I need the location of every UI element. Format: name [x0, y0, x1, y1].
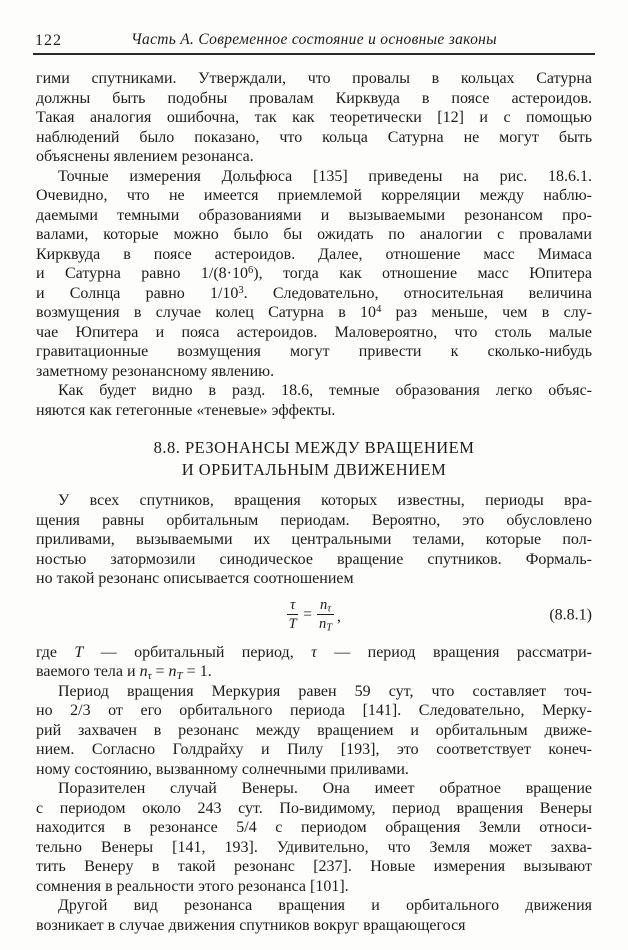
- paragraph-2: [36, 167, 592, 382]
- text-line: рий захвачен в резонанс между вращением и орбитальным движе-: [36, 721, 592, 739]
- text-line: тить Венеру в такой резонанс [237]. Новые измерения вызывают: [36, 858, 592, 875]
- text-line: возникает в случае движения спутников вокруг вращающегося: [36, 916, 466, 934]
- paragraph-1: [36, 69, 592, 167]
- superscript: 6: [247, 265, 254, 276]
- section-heading: [36, 437, 592, 481]
- page-body: [36, 69, 592, 935]
- text-line: валами, которые можно было бы ожидать по аналогии с провалами: [36, 226, 592, 243]
- text-line: сомнения в реальности этого резонанса [101].: [36, 877, 349, 895]
- text-line: но 2/3 от его орбитального периода [141]. Следовательно, Мерку-: [36, 702, 592, 719]
- text-line: Другой вид резонанса вращения и орбитального движения: [58, 897, 592, 914]
- text-line: чае Юпитера и пояса астероидов. Маловероятно, что столь малые: [36, 323, 592, 341]
- text-line: няются как гетегонные «теневые» эффекты.: [36, 401, 336, 419]
- text-line: с периодом около 243 сут. По-видимому, период вращения Венеры: [36, 799, 592, 817]
- text-line: ваемого тела и $n_\tau = n_T = 1$.: [36, 663, 212, 682]
- section-heading-line-1: 8.8. РЕЗОНАНСЫ МЕЖДУ ВРАЩЕНИЕМ: [153, 438, 475, 457]
- paragraph-7: [36, 779, 592, 896]
- fraction-denominator: [319, 615, 332, 632]
- styled-text: T: [74, 643, 84, 661]
- styled-text: n: [139, 663, 148, 680]
- text-line: тельно Венеры [141, 193]. Удивительно, что Земля может захва-: [36, 838, 592, 856]
- text-line: гравитационные возмущения могут привести к сколько-нибудь: [36, 343, 592, 360]
- paragraph-6: [36, 682, 592, 780]
- paragraph-5: [36, 643, 592, 682]
- equation-8-8-1: [36, 594, 592, 636]
- text-line: Очевидно, что не имеется приемлемой корреляции между наблю-: [36, 187, 592, 204]
- equals-sign: =: [303, 605, 313, 623]
- text-line: Точные измерения Дольфюса [135] приведены на рис. 18.6.1.: [58, 167, 592, 185]
- page-number: 122: [35, 32, 62, 49]
- text-line: и Солнца равно $1/10^3$. Следовательно, относительная величина: [36, 284, 593, 302]
- equation-comma: ,: [337, 607, 341, 625]
- text-line: Как будет видно в разд. 18.6, темные образования легко объяс-: [58, 382, 592, 399]
- text-line: ностью затормозили синодическое вращение спутников. Формаль-: [36, 550, 592, 568]
- paragraph-4: [36, 491, 592, 589]
- text-line: приливами, вызываемыми их центральными телами, которые пол-: [36, 531, 592, 548]
- fraction-denominator: T: [288, 616, 297, 632]
- superscript: 3: [238, 284, 244, 296]
- equation-number: (8.8.1): [549, 605, 592, 623]
- text-line: наблюдений было показано, что кольца Сатурна не могут быть: [36, 128, 592, 146]
- subscript: τ: [327, 603, 332, 615]
- text-line: щения равны орбитальным периодам. Вероятно, это обусловлено: [36, 511, 592, 529]
- section-heading-line-2: И ОРБИТАЛЬНЫМ ДВИЖЕНИЕМ: [181, 460, 447, 479]
- subscript: T: [176, 670, 183, 682]
- text-line: Период вращения Меркурия равен 59 сут, что составляет точ-: [58, 682, 592, 700]
- text-line: даемыми темными образованиями и вызываемыми резонансом про-: [36, 206, 592, 224]
- page-header: [36, 31, 592, 50]
- paragraph-8: [36, 896, 592, 935]
- text-line: У всех спутников, вращения которых известны, периоды вра-: [58, 492, 592, 509]
- text-line: Поразителен случай Венеры. Она имеет обратное вращение: [58, 780, 592, 797]
- text-line: заметному резонансному явлению.: [36, 362, 275, 380]
- text-line: где T — орбитальный период, τ — период вращения рассматри-: [36, 643, 592, 661]
- variable: n: [320, 596, 328, 613]
- text-line: ному состоянию, вызванному солнечными приливами.: [36, 760, 409, 778]
- text-line: нием. Согласно Голдрайху и Пилу [193], это соответствует конеч-: [36, 741, 592, 758]
- styled-text: τ: [311, 643, 317, 661]
- text-line: но такой резонанс описывается соотношением: [36, 570, 354, 587]
- text-line: возмущения в случае колец Сатурна в $10^4$ раз меньше, чем в слу-: [36, 304, 593, 321]
- fraction-rhs: [317, 597, 334, 632]
- text-line: должны быть подобны провалам Кирквуда в поясе астероидов.: [36, 89, 592, 107]
- text-line: гими спутниками. Утверждали, что провалы в кольцах Сатурна: [36, 70, 592, 87]
- text-line: Кирквуда в поясе астероидов. Далее, отношение масс Мимаса: [36, 245, 592, 263]
- variable: n: [318, 616, 327, 632]
- fraction-numerator: [317, 597, 334, 615]
- header-rule: [33, 53, 595, 55]
- running-title: Часть А. Современное состояние и основные законы: [131, 31, 497, 48]
- text-line: и Сатурна равно $1/(8\cdot 10^6)$, тогда как отношение масс Юпитера: [36, 265, 592, 282]
- paragraph-3: [36, 381, 592, 420]
- fraction-numerator: τ: [287, 597, 298, 615]
- superscript: 4: [376, 304, 382, 315]
- styled-text: n: [168, 663, 177, 680]
- subscript: τ: [147, 670, 152, 682]
- text-line: Такая аналогия ошибочна, так как теоретически [12] и с помощью: [36, 109, 592, 126]
- fraction-lhs: [287, 597, 298, 632]
- equation-body: [287, 597, 341, 632]
- subscript: T: [326, 622, 333, 634]
- text-line: объяснены явлением резонанса.: [36, 148, 254, 165]
- text-line: находится в резонансе 5/4 с периодом обращения Земли относи-: [36, 819, 592, 836]
